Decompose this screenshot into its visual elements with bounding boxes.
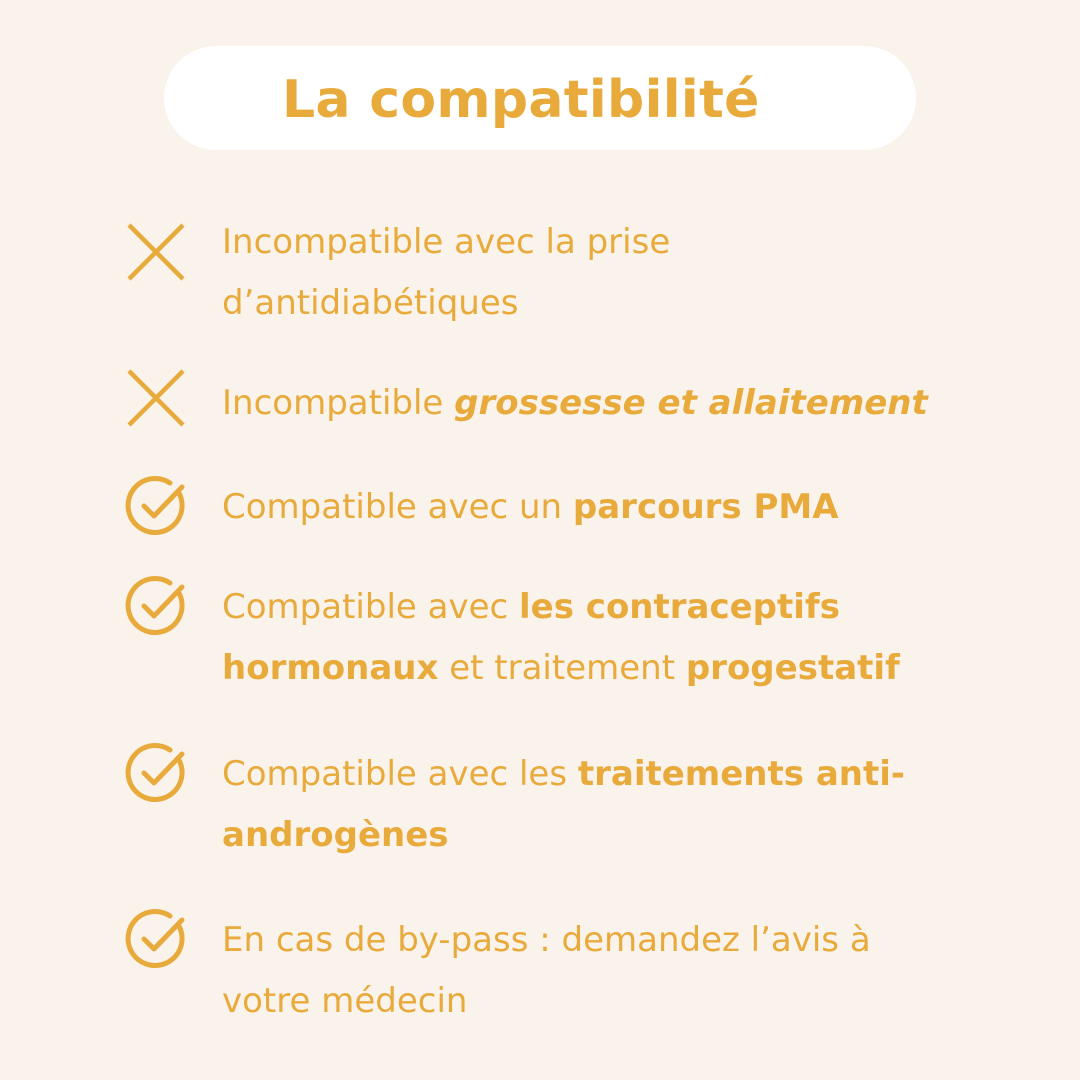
list-item: [222, 477, 839, 538]
list-item: [222, 744, 905, 866]
list-item-emphasis: grossesse et allaitement: [454, 383, 928, 423]
list-item: [222, 577, 900, 699]
list-item-emphasis: parcours PMA: [572, 487, 839, 527]
list-item-emphasis: androgènes: [222, 815, 449, 855]
list-item-emphasis: traitements anti-: [577, 754, 905, 794]
page-title: La compatibilité: [282, 70, 760, 130]
list-item-line: En cas de by-pass : demandez l’avis à: [222, 920, 871, 960]
check-circle-icon: [124, 474, 188, 538]
cross-icon: [124, 220, 188, 284]
list-item-line: Incompatible avec la prise: [222, 222, 671, 262]
list-item-emphasis: les contraceptifs: [519, 587, 840, 627]
list-item-text: Incompatible: [222, 383, 455, 423]
list-item-emphasis: progestatif: [685, 648, 900, 688]
list-item: [222, 212, 670, 334]
list-item-line: d’antidiabétiques: [222, 283, 519, 323]
list-item-text: Compatible avec un: [222, 487, 573, 527]
list-item-line: votre médecin: [222, 981, 468, 1021]
list-item-text: Compatible avec les: [222, 754, 578, 794]
list-item-text: Compatible avec: [222, 587, 519, 627]
check-circle-icon: [124, 741, 188, 805]
check-circle-icon: [124, 574, 188, 638]
cross-icon: [124, 366, 188, 430]
list-item-emphasis: hormonaux: [222, 648, 439, 688]
list-item-text: et traitement: [438, 648, 686, 688]
list-item: [222, 910, 871, 1032]
list-item: [222, 373, 928, 434]
check-circle-icon: [124, 907, 188, 971]
